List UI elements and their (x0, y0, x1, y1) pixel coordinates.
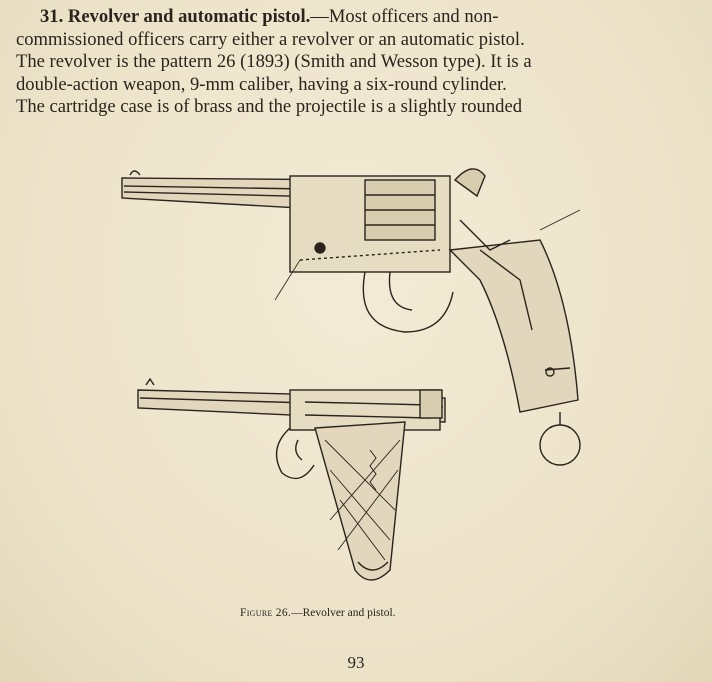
figure-caption (240, 607, 500, 619)
paragraph-text-1: Most officers and non- (328, 6, 499, 27)
paragraph-line-3: The revolver is the pattern 26 (1893) (Smith and Wesson type). It is a (16, 51, 532, 72)
paragraph-line-5: The cartridge case is of brass and the projectile is a slightly rounded (16, 96, 522, 117)
paragraph-line-2: commissioned officers carry either a revolver or an automatic pistol. (16, 28, 525, 50)
pistol-drawing (138, 379, 445, 580)
paragraph-line-4: double-action weapon, 9-mm caliber, having a six-round cylinder. (16, 73, 507, 95)
figure-label: Figure 26. (240, 607, 292, 619)
section-heading: 31. Revolver and automatic pistol. (40, 6, 311, 27)
revolver-and-pistol-illustration (100, 150, 620, 590)
page-number: 93 (347, 653, 365, 672)
heading-dash: — (310, 6, 329, 27)
paragraph-line-1 (16, 6, 706, 29)
section-paragraph (16, 6, 706, 119)
figure-caption-text: —Revolver and pistol. (291, 607, 396, 619)
